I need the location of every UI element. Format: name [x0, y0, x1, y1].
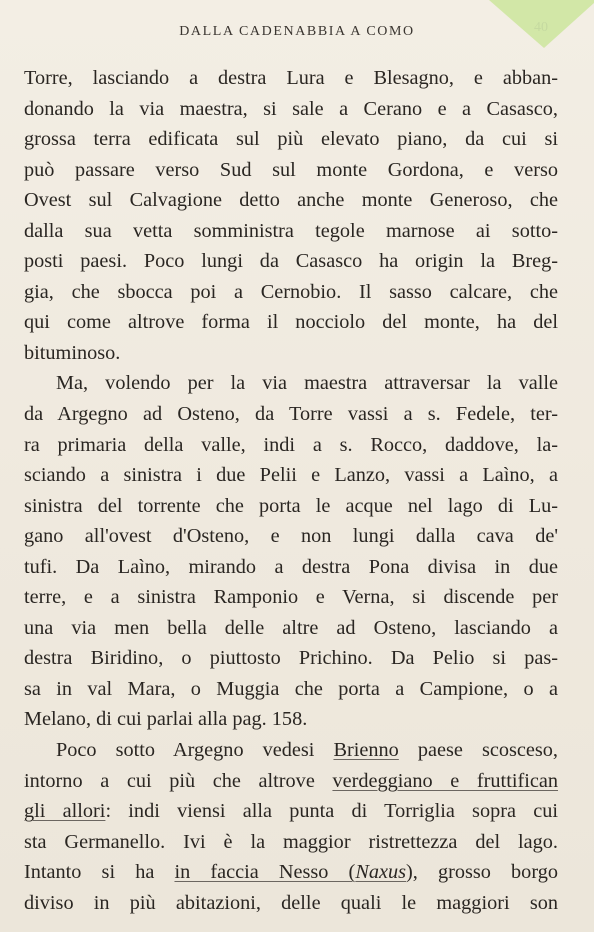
body-text — [24, 63, 558, 918]
text-line: grossa terra edificata sul più elevato piano, da cui si — [24, 128, 558, 151]
text-line — [24, 857, 558, 888]
text-line: gano all'ovest d'Osteno, e non lungi dalla cava de' — [24, 525, 558, 548]
text-line: posti paesi. Poco lungi da Casasco ha origin la Breg- — [24, 250, 558, 273]
text-line: terre, e a sinistra Ramponio e Verna, si discende per — [24, 586, 558, 609]
italic-underlined-text: Naxus — [355, 861, 407, 884]
text-line: sa in val Mara, o Muggia che porta a Campione, o a — [24, 677, 558, 700]
underlined-text: gli allori — [24, 800, 106, 823]
underlined-text: in faccia Nesso ( — [174, 861, 356, 884]
text-line: gia, che sbocca poi a Cernobio. Il sasso calcare, che — [24, 280, 558, 303]
text-run: Intanto si ha — [24, 861, 175, 884]
text-run: paese scosceso, — [398, 739, 558, 762]
text-line: qui come altrove forma il nocciolo del monte, ha del — [24, 311, 558, 334]
text-line: bituminoso. — [24, 341, 121, 364]
text-line: tufi. Da Laìno, mirando a destra Pona divisa in due — [24, 555, 558, 578]
text-line: donando la via maestra, si sale a Cerano e a Casasco, — [24, 97, 558, 120]
text-line: può passare verso Sud sul monte Gordona, e verso — [24, 158, 558, 181]
text-line: Melano, di cui parlai alla pag. 158. — [24, 708, 308, 731]
text-line — [24, 766, 558, 797]
text-run: intorno a cui più che altrove — [24, 769, 333, 792]
text-line: sta Germanello. Ivi è la maggior ristrettezza del lago. — [24, 830, 558, 853]
text-run: : indi viensi alla punta di Torriglia sopra cui — [105, 800, 558, 823]
text-run: ), grosso borgo — [406, 861, 558, 884]
text-line — [24, 796, 558, 827]
text-run: Poco sotto Argegno vedesi — [56, 739, 334, 762]
text-line: dalla sua vetta somministra tegole marnose ai sotto- — [24, 219, 558, 242]
text-line: da Argegno ad Osteno, da Torre vassi a s. Fedele, ter- — [24, 403, 558, 426]
paragraph-start-line: Ma, volendo per la via maestra attraversar la valle — [56, 372, 558, 395]
text-line: ra primaria della valle, indi a s. Rocco, daddove, la- — [24, 433, 558, 456]
underlined-text: verdeggiano e fruttifican — [332, 769, 558, 792]
underlined-text: Brienno — [333, 739, 399, 762]
text-line: Ovest sul Calvagione detto anche monte Generoso, che — [24, 189, 558, 212]
text-line: destra Biridino, o piuttosto Prichino. Da Pelio si pas- — [24, 647, 558, 670]
text-line: sciando a sinistra i due Pelii e Lanzo, vassi a Laìno, a — [24, 464, 558, 487]
text-line: Torre, lasciando a destra Lura e Blesagno, e abban- — [24, 67, 558, 89]
text-line: sinistra del torrente che porta le acque nel lago di Lu- — [24, 494, 558, 517]
running-head: DALLA CADENABBIA A COMO — [179, 24, 415, 39]
text-line: diviso in più abitazioni, delle quali le maggiori son — [24, 891, 558, 914]
paragraph-start-line — [24, 735, 558, 766]
page-number: 40 — [534, 20, 548, 35]
text-line: una via men bella delle altre ad Osteno, lasciando a — [24, 616, 558, 639]
